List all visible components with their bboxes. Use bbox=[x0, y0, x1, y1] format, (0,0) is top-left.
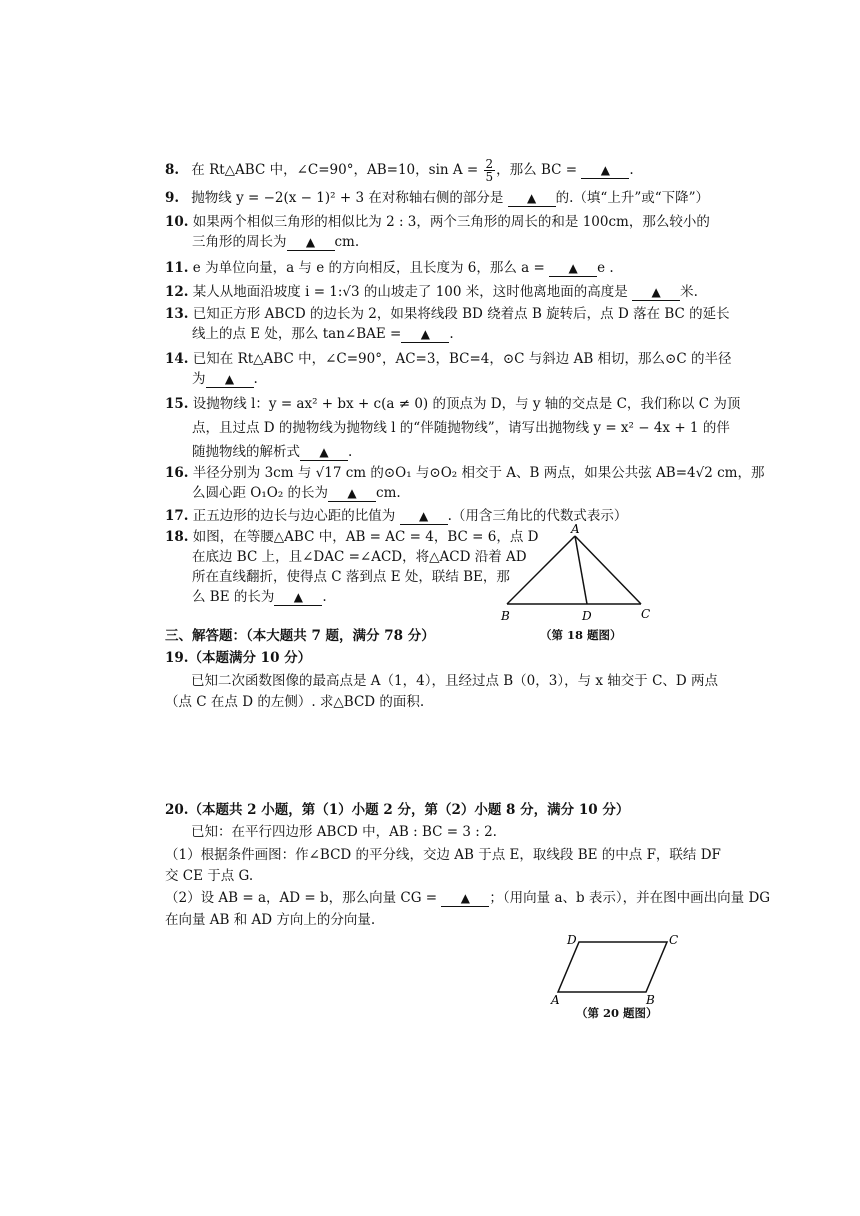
label-a: A bbox=[571, 524, 580, 536]
label-a: A bbox=[551, 993, 560, 1006]
question-end: e . bbox=[597, 260, 614, 276]
section-heading: 三、解答题：（本大题共 7 题，满分 78 分） bbox=[165, 628, 435, 644]
question-16 bbox=[165, 463, 765, 503]
question-text: 设抛物线 l：y = ax² + bx + c(a ≠ 0) 的顶点为 D，与 y 轴的交点是 C，我们称以 C 为顶 bbox=[192, 396, 741, 412]
figure-18-caption: （第 18 题图） bbox=[540, 628, 622, 642]
question-19-head: 19.（本题满分 10 分） bbox=[165, 650, 312, 666]
question-number: 13. bbox=[165, 306, 189, 322]
question-number: 14. bbox=[165, 351, 189, 367]
question-number: 16. bbox=[165, 465, 189, 481]
question-end: .（用含三角比的代数式表示） bbox=[447, 508, 628, 524]
question-12 bbox=[165, 282, 705, 302]
question-15 bbox=[165, 394, 741, 462]
question-number: 11. bbox=[165, 260, 189, 276]
question-19-line2: （点 C 在点 D 的左侧）. 求△BCD 的面积. bbox=[165, 694, 425, 710]
question-number: 18. bbox=[165, 529, 189, 545]
answer-blank[interactable]: ▲ bbox=[549, 260, 597, 277]
question-text-line2: 为 ▲ . bbox=[192, 371, 258, 387]
question-text: 如图，在等腰△ABC 中，AB = AC = 4，BC = 6，点 D bbox=[192, 529, 539, 545]
question-text-line4: 么 BE 的长为 ▲ . bbox=[192, 589, 327, 605]
question-end: 的.（填“上升”或“下降”） bbox=[555, 190, 710, 206]
answer-blank[interactable]: ▲ bbox=[400, 508, 448, 525]
answer-blank[interactable]: ▲ bbox=[287, 234, 335, 251]
answer-blank[interactable]: ▲ bbox=[274, 589, 322, 606]
numerator: 2 bbox=[485, 157, 494, 171]
figure-20-parallelogram bbox=[545, 930, 690, 1006]
side-ab bbox=[507, 536, 575, 604]
question-text-line2: 么圆心距 O₁O₂ 的长为 ▲ cm. bbox=[192, 485, 401, 501]
question-text: 半径分别为 3cm 与 √17 cm 的⊙O₁ 与⊙O₂ 相交于 A、B 两点，如果公共弦 AB=4√2 cm，那 bbox=[192, 465, 765, 481]
question-20-line1: 已知：在平行四边形 ABCD 中，AB : BC = 3 : 2. bbox=[191, 824, 497, 840]
question-number: 8. bbox=[165, 162, 180, 178]
question-text-line2: 线上的点 E 处，那么 tan∠BAE = ▲ . bbox=[192, 326, 454, 342]
question-13 bbox=[165, 304, 730, 344]
answer-blank[interactable]: ▲ bbox=[508, 190, 556, 207]
answer-blank[interactable]: ▲ bbox=[300, 444, 348, 461]
question-20-line4: （2）设 AB = a，AD = b，那么向量 CG = ▲ ；（用向量 a、b 表示），并在图中画出向量 DG bbox=[165, 890, 771, 906]
question-text: 抛物线 y = −2(x − 1)² + 3 在对称轴右侧的部分是 bbox=[191, 190, 504, 206]
figure-18-triangle bbox=[495, 524, 665, 628]
question-20-line3: 交 CE 于点 G. bbox=[165, 868, 254, 884]
question-11 bbox=[165, 258, 705, 278]
question-text: 已知正方形 ABCD 的边长为 2，如果将线段 BD 绕着点 B 旋转后，点 D 落在 BC 的延长 bbox=[192, 306, 730, 322]
question-19-line1: 已知二次函数图像的最高点是 A（1，4），且经过点 B（0，3），与 x 轴交于 C、D 两点 bbox=[191, 673, 719, 689]
answer-blank[interactable]: ▲ bbox=[632, 284, 680, 301]
label-d: D bbox=[582, 609, 592, 623]
fraction bbox=[484, 158, 496, 183]
question-number: 10. bbox=[165, 214, 189, 230]
label-c: C bbox=[669, 933, 679, 947]
question-14 bbox=[165, 349, 732, 389]
question-text-line3: 随抛物线的解析式 ▲ . bbox=[192, 444, 353, 460]
label-b: B bbox=[501, 609, 510, 623]
question-text: 在 Rt△ABC 中，∠C=90°，AB=10，sin A = bbox=[191, 162, 479, 178]
question-text: 如果两个相似三角形的相似比为 2 : 3，两个三角形的周长的和是 100cm，那么较小的 bbox=[192, 214, 710, 230]
answer-blank[interactable]: ▲ bbox=[581, 162, 629, 179]
question-18 bbox=[165, 527, 539, 607]
question-number: 12. bbox=[165, 284, 189, 300]
answer-blank[interactable]: ▲ bbox=[441, 890, 489, 907]
figure-20-caption: （第 20 题图） bbox=[576, 1006, 658, 1020]
question-17 bbox=[165, 506, 705, 526]
question-end: 米. bbox=[680, 284, 698, 300]
question-text-cont: ，那么 BC = bbox=[496, 162, 578, 178]
question-text-line2: 三角形的周长为 ▲ cm. bbox=[192, 234, 360, 250]
label-c: C bbox=[641, 607, 651, 621]
label-b: B bbox=[646, 993, 655, 1006]
question-number: 9. bbox=[165, 190, 180, 206]
parallelogram-abcd bbox=[558, 942, 667, 992]
denominator: 5 bbox=[485, 170, 494, 184]
question-9 bbox=[165, 188, 710, 208]
answer-blank[interactable]: ▲ bbox=[328, 485, 376, 502]
question-text: 某人从地面沿坡度 i = 1:√3 的山坡走了 100 米，这时他离地面的高度是 bbox=[192, 284, 628, 300]
question-20-line5: 在向量 AB 和 AD 方向上的分向量. bbox=[165, 912, 376, 928]
question-text-line3: 所在直线翻折，使得点 C 落到点 E 处，联结 BE，那 bbox=[192, 569, 510, 585]
question-number: 17. bbox=[165, 508, 189, 524]
question-20-head: 20.（本题共 2 小题，第（1）小题 2 分，第（2）小题 8 分，满分 10 分） bbox=[165, 802, 630, 818]
question-8 bbox=[165, 158, 705, 183]
question-10 bbox=[165, 212, 710, 252]
question-end: . bbox=[629, 162, 634, 178]
question-text: e 为单位向量，a 与 e 的方向相反，且长度为 6，那么 a = bbox=[192, 260, 545, 276]
question-text-line2: 在底边 BC 上，且∠DAC =∠ACD，将△ACD 沿着 AD bbox=[192, 549, 527, 565]
question-20-line2: （1）根据条件画图：作∠BCD 的平分线，交边 AB 于点 E，取线段 BE 的中点 F，联结 DF bbox=[165, 847, 721, 863]
answer-blank[interactable]: ▲ bbox=[401, 326, 449, 343]
question-text: 已知在 Rt△ABC 中，∠C=90°，AC=3，BC=4，⊙C 与斜边 AB 相切，那么⊙C 的半径 bbox=[192, 351, 732, 367]
question-text-line2: 点，且过点 D 的抛物线为抛物线 l 的“伴随抛物线”，请写出抛物线 y = x² − 4x + 1 的伴 bbox=[192, 420, 730, 436]
question-number: 15. bbox=[165, 396, 189, 412]
answer-blank[interactable]: ▲ bbox=[206, 371, 254, 388]
question-text: 正五边形的边长与边心距的比值为 bbox=[192, 508, 396, 524]
label-d: D bbox=[567, 933, 577, 947]
